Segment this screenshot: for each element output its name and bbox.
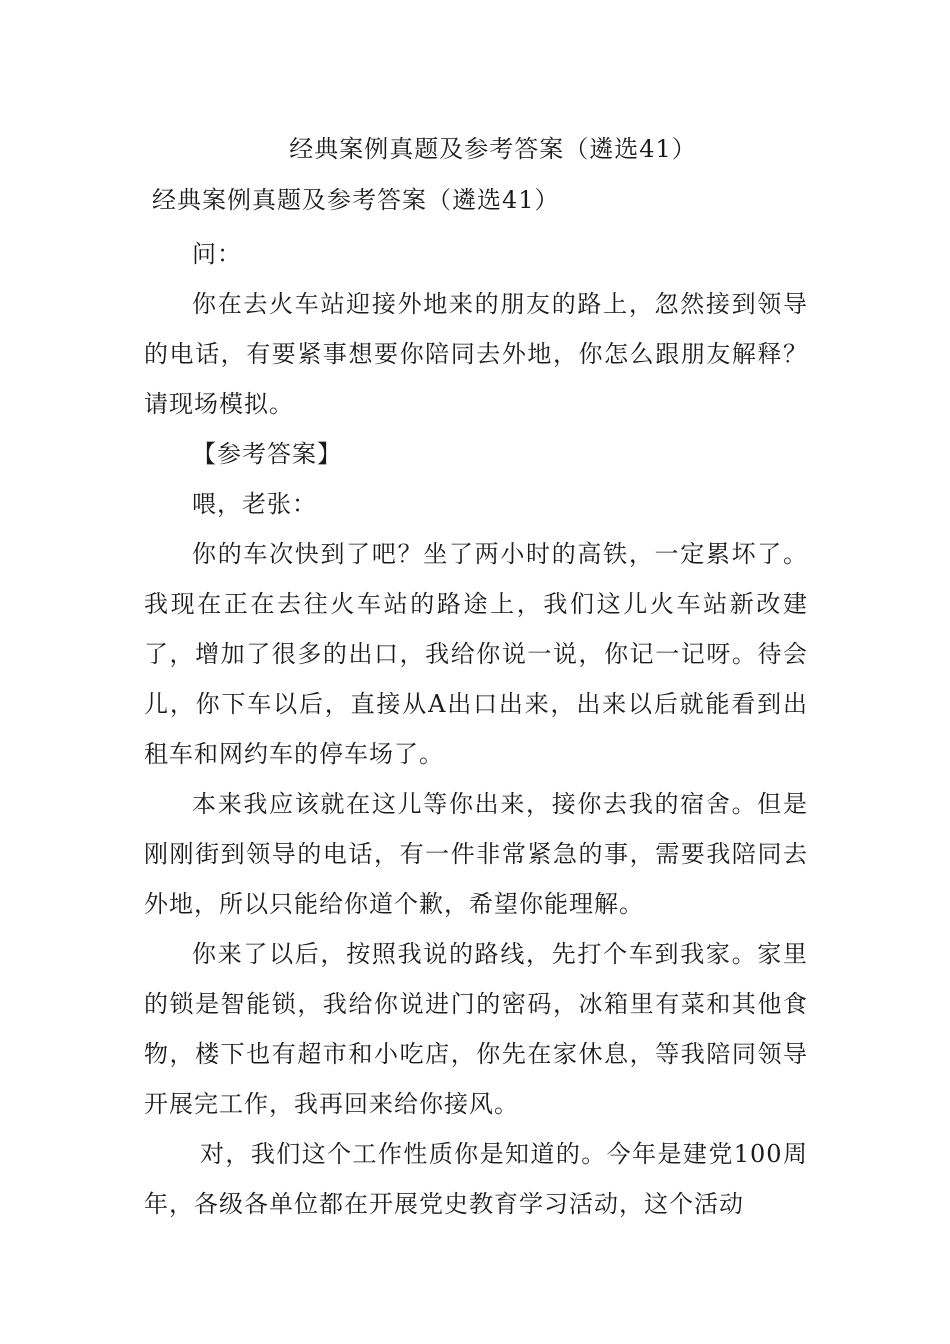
answer-paragraph: 对，我们这个工作性质你是知道的。今年是建党100周年，各级各单位都在开展党史教育学习活动，这个活动 [144,1140,808,1218]
answer-paragraph: 本来我应该就在这儿等你出来，接你去我的宿舍。但是刚刚街到领导的电话，有一件非常紧急的事，需要我陪同去外地，所以只能给你道个歉，希望你能理解。 [144,790,808,918]
document-body [144,229,808,1229]
document-subtitle: 经典案例真题及参考答案（遴选41） [152,186,560,214]
greeting-line: 喂，老张： [192,490,317,518]
answer-paragraph: 你的车次快到了吧？坐了两小时的高铁，一定累坏了。我现在正在去往火车站的路途上，我们这儿火车站新改建了，增加了很多的出口，我给你说一说，你记一记呀。待会儿，你下车以后，直接从A出口出来，出来以后就能看到出租车和网约车的停车场了。 [144,540,808,768]
document-title: 经典案例真题及参考答案（遴选41） [289,135,697,163]
answer-label: 【参考答案】 [192,440,342,468]
answer-paragraph: 你来了以后，按照我说的路线，先打个车到我家。家里的锁是智能锁，我给你说进门的密码，冰箱里有菜和其他食物，楼下也有超市和小吃店，你先在家休息，等我陪同领导开展完工作，我再回来给你接风。 [144,940,808,1118]
question-paragraph: 你在去火车站迎接外地来的朋友的路上，忽然接到领导的电话，有要紧事想要你陪同去外地，你怎么跟朋友解释？请现场模拟。 [144,290,808,418]
question-label: 问： [192,240,242,268]
